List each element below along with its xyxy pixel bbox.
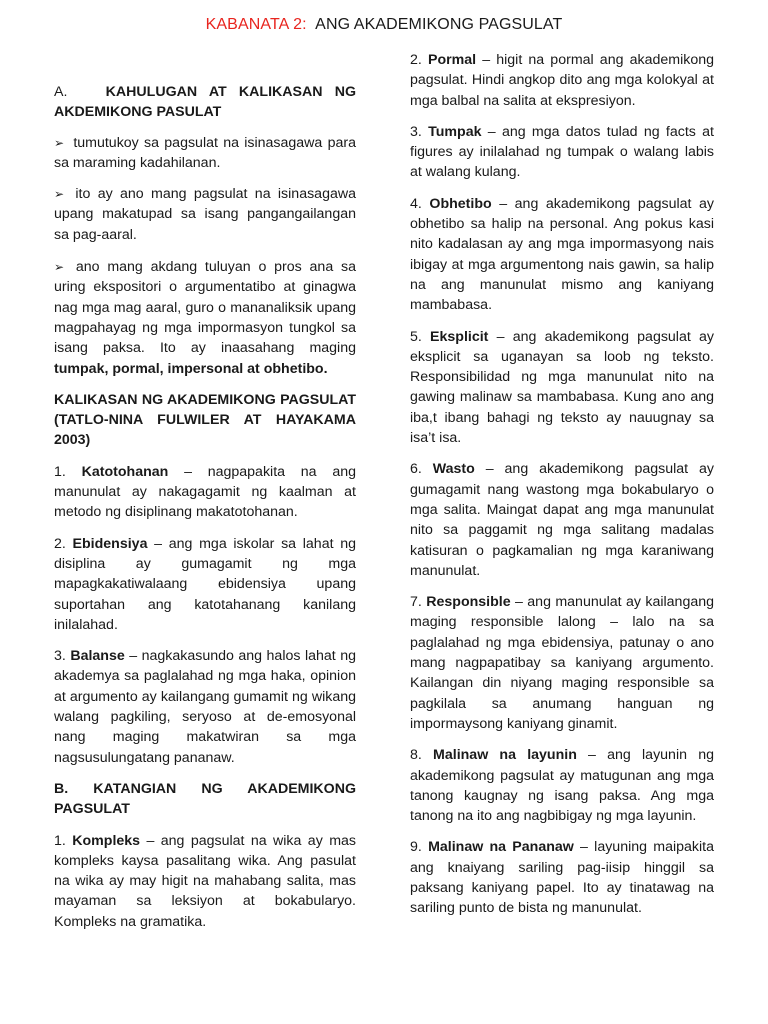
item-term: Pormal bbox=[427, 52, 477, 68]
item-text: – ang layunin ng akademikong pagsulat ay matugunan ang mga tanong kaugnay ng isang paksa. Ang mga tanong na ito ang nagbibigay ng mga layunin. bbox=[410, 747, 714, 825]
item-number: 6. bbox=[410, 461, 422, 478]
chapter-heading: ANG AKADEMIKONG PAGSULAT bbox=[315, 16, 563, 33]
item-number: 4. bbox=[410, 195, 422, 212]
arrow-bullet-icon: ➢ bbox=[54, 187, 65, 202]
arrow-bullet-icon: ➢ bbox=[54, 135, 65, 150]
bullet-bold-text: tumpak, pormal, impersonal at obhetibo bbox=[54, 360, 324, 377]
item-number: 3. bbox=[410, 123, 422, 140]
katangian-item bbox=[410, 122, 714, 183]
katangian-item bbox=[410, 592, 714, 734]
item-number: 3. bbox=[54, 648, 66, 665]
item-text: – ang akademikong pagsulat ay gumagamit nang wastong mga bokabularyo o mga salita. Maingat dapat ang mga manunulat nito sa paggamit ng mga salitang madalas katisuran o pagkamalian ng mga karaniwang manunulat. bbox=[410, 461, 714, 579]
right-column bbox=[410, 50, 714, 919]
item-text: – ang akademikong pagsulat ay obhetibo sa halip na personal. Ang pokus kasi nito kadalasan ay ang mga impormasyong nais ibigay at mga argumentong nais gawin, sa halip na ang manunulat mismo ang kaniyang mambabasa. bbox=[410, 195, 714, 314]
item-number: 1. bbox=[54, 832, 66, 849]
katangian-item bbox=[410, 745, 714, 826]
kalikasan-heading bbox=[54, 390, 356, 451]
item-term: Malinaw na Pananaw bbox=[428, 839, 574, 856]
definition-bullet bbox=[54, 257, 356, 379]
katangian-item bbox=[410, 194, 714, 316]
item-term: Katotohanan bbox=[81, 463, 169, 480]
section-b-title: B. KATANGIAN NG AKADEMIKONG PAGSULAT bbox=[54, 780, 356, 818]
item-number: 2. bbox=[410, 52, 422, 68]
item-term: Obhetibo bbox=[429, 195, 492, 212]
item-text: – nagkakasundo ang halos lahat ng akademya sa paglalahad ng mga haka, opinion at argumento ay kailangang gumamit ng wikang walang pagkiling, seryoso at de-emosyonal nang maging makatwiran sa mga nagsusulungatang pananaw. bbox=[54, 648, 356, 766]
item-text: – ang pagsulat na wika ay mas kompleks kaysa pasalitang wika. Ang pasulat na wika ay may higit na mahabang salita, mas mayaman sa leksiyon at bokabularyo. Kompleks na gramatika. bbox=[54, 832, 356, 930]
section-a-letter: A. bbox=[54, 84, 68, 100]
kalikasan-item bbox=[54, 534, 356, 635]
item-term: Balanse bbox=[70, 648, 125, 665]
item-text: – nagpapakita na ang manunulat ay nakagagamit ng kaalman at metodo ng disiplinang makatotohanan. bbox=[54, 463, 356, 521]
bullet-text: tumutukoy sa pagsulat na isinasagawa para sa maraming kadahilanan. bbox=[54, 134, 356, 171]
chapter-title bbox=[0, 16, 768, 34]
katangian-item bbox=[410, 837, 714, 918]
item-term: Malinaw na layunin bbox=[433, 747, 577, 764]
item-number: 9. bbox=[410, 839, 422, 856]
section-a-title: KAHULUGAN AT KALIKASAN NG AKDEMIKONG PASULAT bbox=[54, 84, 357, 121]
chapter-label: KABANATA 2: bbox=[205, 16, 307, 33]
item-term: Eksplicit bbox=[430, 328, 489, 345]
definition-bullet bbox=[54, 133, 356, 174]
item-number: 1. bbox=[54, 463, 66, 480]
item-number: 7. bbox=[410, 594, 422, 611]
item-text: – ang akademikong pagsulat ay eksplicit sa uganayan sa loob ng teksto. Responsibilidad ng mga manunulat nito na gawing malinaw sa mambabasa. Kung ano ang iba,t ibang bahagi ng teksto ay nauugnay sa isa’t isa. bbox=[410, 328, 714, 447]
katangian-item bbox=[410, 50, 714, 111]
section-b-heading bbox=[54, 779, 356, 820]
item-number: 2. bbox=[54, 535, 66, 552]
kalikasan-item bbox=[54, 646, 356, 768]
item-text: – ang manunulat ay kailangang maging responsible lalong – lalo na sa paglalahad ng mga ebidensiya, patunay o ano mang nagpapatibay sa kaniyang argumento. Kailangan din niyang maging responsible sa pagkilala sa anumang hanguan ng impormaysong kaniyang ginamit. bbox=[410, 594, 715, 732]
item-term: Ebidensiya bbox=[72, 535, 148, 552]
bullet-bold-end: . bbox=[323, 360, 328, 377]
item-term: Wasto bbox=[432, 461, 475, 478]
item-text: – layuning maipakita ang knaiyang sariling pag-iisip hinggil sa paksang kaniyang papel. Ito ay tinatawag na sariling punto de bista ng manunulat. bbox=[410, 839, 714, 917]
item-text: – higit na pormal ang akademikong pagsulat. Hindi angkop dito ang mga kolokyal at mga balbal na salita at ekspresiyon. bbox=[410, 52, 714, 109]
item-term: Responsible bbox=[426, 594, 511, 611]
bullet-text: ito ay ano mang pagsulat na isinasagawa upang makatupad sa isang pangangailangan sa pag-aaral. bbox=[54, 186, 356, 243]
kalikasan-item bbox=[54, 462, 356, 523]
katangian-item bbox=[410, 459, 714, 581]
left-column bbox=[54, 82, 356, 932]
item-text: – ang mga datos tulad ng facts at figures ay inilalahad ng tumpak o walang labis at walang kulang. bbox=[410, 123, 714, 181]
katangian-item bbox=[410, 327, 714, 449]
item-number: 8. bbox=[410, 747, 422, 764]
item-text: – ang mga iskolar sa lahat ng disiplina ay gumagamit ng mga mapagkakatiwalaang ebidensiya upang suportahan ang katotahanang kanilang inilalahad. bbox=[54, 535, 356, 633]
item-term: Kompleks bbox=[72, 832, 141, 849]
item-term: Tumpak bbox=[428, 123, 482, 140]
section-a-heading bbox=[54, 82, 356, 123]
katangian-item bbox=[54, 831, 356, 932]
kalikasan-title: KALIKASAN NG AKADEMIKONG PAGSULAT (TATLO-NINA FULWILER AT HAYAKAMA 2003) bbox=[54, 391, 356, 449]
arrow-bullet-icon: ➢ bbox=[54, 260, 65, 275]
item-number: 5. bbox=[410, 328, 422, 345]
definition-bullet bbox=[54, 184, 356, 245]
bullet-text: ano mang akdang tuluyan o pros ana sa uring ekspositori o argumentatibo at ginagwa nag mga mag aaral, guro o mananaliksik upang magpahayag ng mga impormasyon tungkol sa isang paksa. Ito ay inaasahang maging bbox=[54, 259, 356, 357]
